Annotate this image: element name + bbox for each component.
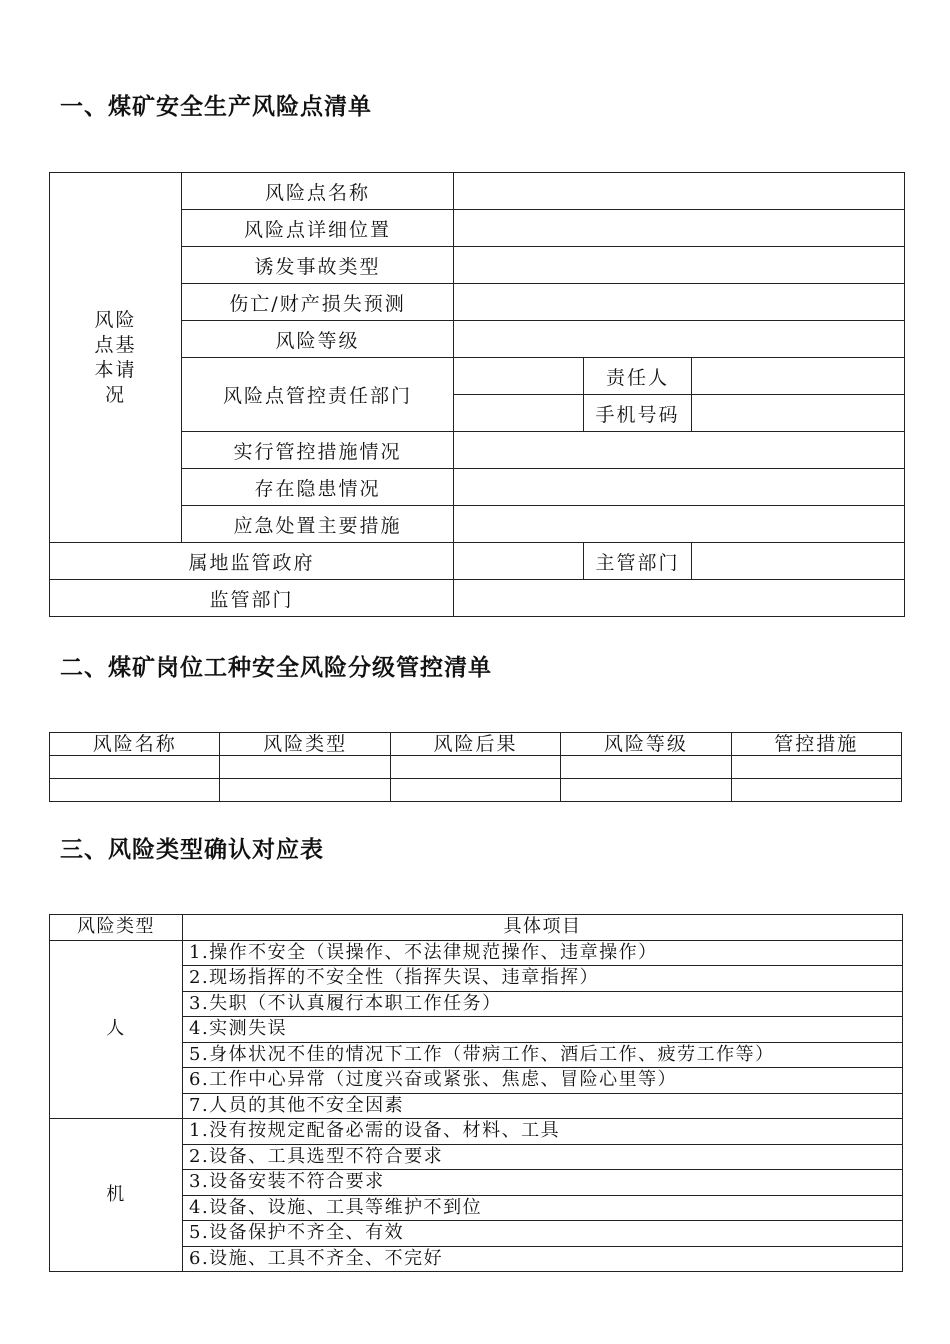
hazards-field[interactable] <box>454 469 905 506</box>
control-measures-field[interactable] <box>454 432 905 469</box>
supervision-dept-field[interactable] <box>454 580 905 617</box>
header-risk-level: 风险等级 <box>561 733 731 756</box>
loss-forecast-label: 伤亡/财产损失预测 <box>182 284 454 321</box>
table-cell[interactable] <box>390 756 560 779</box>
category-line: 风险 <box>94 308 137 331</box>
control-measures-label: 实行管控措施情况 <box>182 432 454 469</box>
section3-title: 三、风险类型确认对应表 <box>60 837 324 863</box>
risk-point-name-field[interactable] <box>454 173 905 210</box>
control-dept-label: 风险点管控责任部门 <box>182 358 454 432</box>
phone-label: 手机号码 <box>584 395 692 432</box>
supervision-dept-label: 监管部门 <box>50 580 454 617</box>
risk-type-machine: 机 <box>50 1119 183 1272</box>
risk-point-location-label: 风险点详细位置 <box>182 210 454 247</box>
risk-level-field[interactable] <box>454 321 905 358</box>
local-government-label: 属地监管政府 <box>50 543 454 580</box>
list-item: 4.设备、设施、工具等维护不到位 <box>183 1195 903 1221</box>
table-cell[interactable] <box>561 756 731 779</box>
control-dept-field-2[interactable] <box>454 395 584 432</box>
section2-title: 二、煤矿岗位工种安全风险分级管控清单 <box>60 655 492 681</box>
risk-point-table <box>49 172 905 617</box>
header-risk-consequence: 风险后果 <box>390 733 560 756</box>
phone-field[interactable] <box>692 395 905 432</box>
list-item: 5.设备保护不齐全、有效 <box>183 1221 903 1247</box>
category-line: 况 <box>104 383 126 406</box>
list-item: 1.没有按规定配备必需的设备、材料、工具 <box>183 1119 903 1145</box>
responsible-person-label: 责任人 <box>584 358 692 395</box>
list-item: 6.工作中心异常（过度兴奋或紧张、焦虑、冒险心里等） <box>183 1068 903 1094</box>
emergency-measures-field[interactable] <box>454 506 905 543</box>
list-item: 2.现场指挥的不安全性（指挥失误、违章指挥） <box>183 966 903 992</box>
hazards-label: 存在隐患情况 <box>182 469 454 506</box>
basic-info-label <box>50 173 182 543</box>
table-cell[interactable] <box>50 779 220 802</box>
control-dept-field[interactable] <box>454 358 584 395</box>
section1-title: 一、煤矿安全生产风险点清单 <box>60 94 372 120</box>
list-item: 2.设备、工具选型不符合要求 <box>183 1144 903 1170</box>
header-specific-items: 具体项目 <box>183 915 903 941</box>
table-cell[interactable] <box>220 756 390 779</box>
list-item: 7.人员的其他不安全因素 <box>183 1093 903 1119</box>
risk-point-name-label: 风险点名称 <box>182 173 454 210</box>
risk-type-human: 人 <box>50 940 183 1119</box>
responsible-person-field[interactable] <box>692 358 905 395</box>
list-item: 3.设备安装不符合要求 <box>183 1170 903 1196</box>
header-risk-name: 风险名称 <box>50 733 220 756</box>
risk-type-table <box>49 914 903 1272</box>
risk-point-location-field[interactable] <box>454 210 905 247</box>
table-cell[interactable] <box>731 779 901 802</box>
table-cell[interactable] <box>220 779 390 802</box>
list-item: 5.身体状况不佳的情况下工作（带病工作、酒后工作、疲劳工作等） <box>183 1042 903 1068</box>
header-risk-type: 风险类型 <box>50 915 183 941</box>
table-cell[interactable] <box>390 779 560 802</box>
category-line: 点基 <box>94 333 137 356</box>
table-cell[interactable] <box>731 756 901 779</box>
risk-level-label: 风险等级 <box>182 321 454 358</box>
list-item: 4.实测失误 <box>183 1017 903 1043</box>
header-risk-type: 风险类型 <box>220 733 390 756</box>
post-risk-table <box>49 732 902 802</box>
list-item: 3.失职（不认真履行本职工作任务） <box>183 991 903 1017</box>
accident-type-label: 诱发事故类型 <box>182 247 454 284</box>
list-item: 6.设施、工具不齐全、不完好 <box>183 1246 903 1272</box>
competent-dept-field[interactable] <box>692 543 905 580</box>
loss-forecast-field[interactable] <box>454 284 905 321</box>
category-line: 本请 <box>94 358 137 381</box>
list-item: 1.操作不安全（误操作、不法律规范操作、违章操作） <box>183 940 903 966</box>
accident-type-field[interactable] <box>454 247 905 284</box>
header-control-measures: 管控措施 <box>731 733 901 756</box>
table-cell[interactable] <box>561 779 731 802</box>
competent-dept-label: 主管部门 <box>584 543 692 580</box>
emergency-measures-label: 应急处置主要措施 <box>182 506 454 543</box>
local-government-field[interactable] <box>454 543 584 580</box>
table-cell[interactable] <box>50 756 220 779</box>
